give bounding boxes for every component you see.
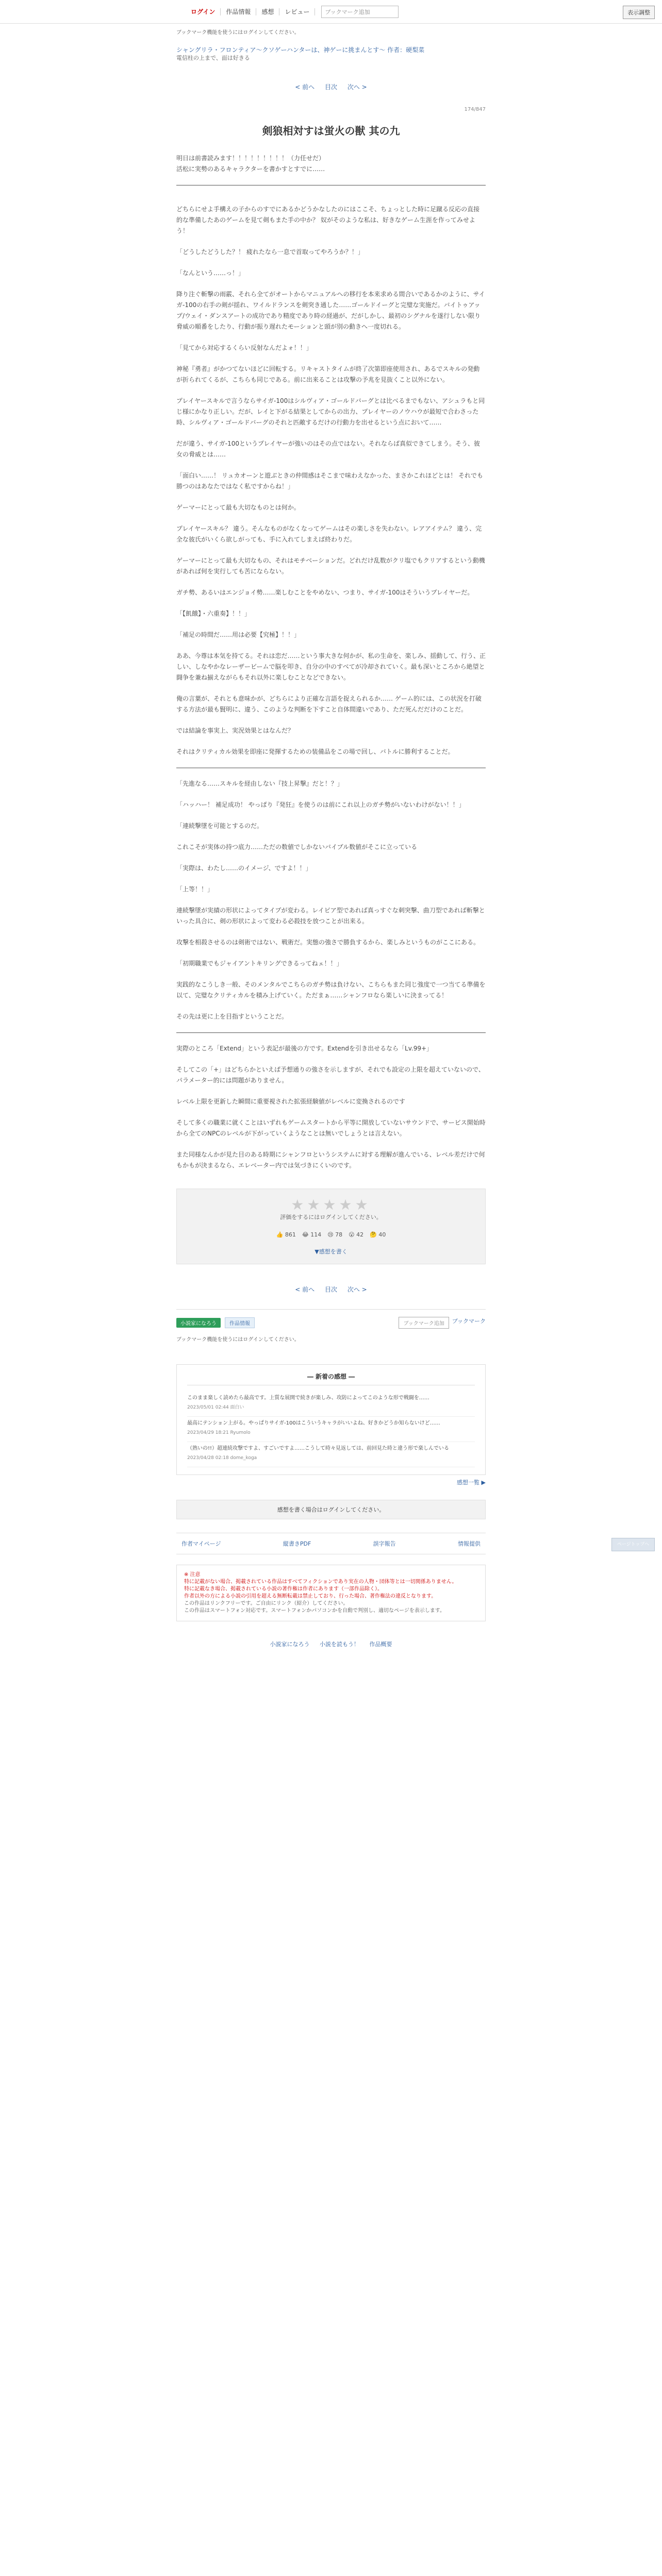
display-settings-button[interactable]: 表示調整: [623, 6, 655, 19]
footer-links: [176, 1533, 486, 1554]
body-paragraph: プレイヤースキル？ 違う。そんなものがなくなってゲームはその楽しさを失わない。レアアイテム？ 違う、完全な彼氏がいくら欲しがっても、手に入れてしまえば終わりだ。: [176, 525, 482, 543]
reaction-count: 40: [378, 1231, 386, 1238]
body-paragraph: ガチ勢、あるいはエンジョイ勢……楽しむことをやめない、つまり、サイガ-100はそういうプレイヤーだ。: [176, 589, 474, 596]
review-heading: ― 新着の感想 ―: [187, 1372, 475, 1385]
top-nav: [186, 8, 315, 15]
author-note: 電信柱の上まで、面は好きる: [176, 55, 250, 61]
preface-line: 明日は前書読みます！！！！！！！！！（力任せだ）: [176, 155, 325, 162]
write-review-link[interactable]: ▼感想を書く: [315, 1248, 347, 1255]
body-paragraph: 「上等！！」: [176, 886, 214, 893]
bookmark-notice: ブックマーク機能を使うにはログインしてください。: [176, 30, 300, 36]
body-paragraph: 連続撃墜が実績の形状によってタイプが変わる。レイピア型であれば真っすぐな刺突撃、曲刀型であれば斬撃といった具合に、剣の形状によって変わる必殺技を放つことが出来る。: [176, 907, 485, 925]
notice-line: ※ 注意: [184, 1572, 201, 1578]
body-paragraph: 「どうしたどうした？！ 疲れたなら一息で首取ってやろうか？！」: [176, 248, 364, 256]
reaction-count: 114: [310, 1231, 322, 1238]
divider: [176, 1032, 486, 1033]
typo-report-link[interactable]: 誤字報告: [373, 1540, 396, 1547]
body-paragraph: 俺の言葉が、それとも意味かが、どちらにより正確な言語を捉えられるか…… ゲーム的には、この状況を打破する方法が最も賢明に、違う、このような判断を下すこと自体間違いであり、ただ死んだだけのことだ。: [176, 695, 482, 713]
bookmark-bar: [176, 1309, 486, 1336]
body-paragraph: 攻撃を相殺させるのは剣術ではない、戦術だ。実態の強さで勝負するから、楽しみというものがここにある。: [176, 939, 480, 946]
reaction-count: 861: [285, 1231, 296, 1238]
afterword-paragraph: 実際のところ「Extend」という表記が最後の方です。Extendを引き出せるなら「Lv.99+」: [176, 1045, 433, 1052]
works-link[interactable]: 作品情報: [221, 8, 256, 15]
top-bar: [0, 0, 662, 24]
afterword-paragraph: また同様なんかが見た目のある時期にシャンフロというシステムに対する理解が進んでいる、レベル差だけで何もかもが決まるなら、エレベーター内では気づきにくいのです。: [176, 1151, 485, 1169]
review-box: [176, 1364, 486, 1475]
login-link[interactable]: ログイン: [186, 8, 221, 15]
thumbs-up-icon: 👍: [276, 1231, 284, 1238]
episode-body-continued: [176, 778, 486, 1022]
pager-top: [176, 82, 486, 91]
body-paragraph: その先は更に上を目指すということだ。: [176, 1013, 288, 1020]
body-paragraph: 「補足の時間だ……用は必要【究極】！！」: [176, 631, 301, 638]
rating-prompt: 評価をするにはログインしてください。: [280, 1214, 382, 1221]
notice-line: 特に記載がない場合、掲載されている作品はすべてフィクションであり実在の人物・団体等とは一切関係ありません。: [184, 1579, 457, 1585]
body-paragraph: ゲーマーにとって最も大切なものとは何か。: [176, 504, 300, 511]
bookmark-input[interactable]: ブックマーク追加: [321, 6, 399, 18]
body-paragraph: 「ハッハー！ 補足成功！ やっぱり『発狂』を使うのは前にこれ以上のガチ勢がいないわけがない！！」: [176, 801, 465, 808]
review-meta: 2023/04/28 02:18 dome_koga: [187, 1455, 257, 1461]
body-paragraph: 「見てから対応するくらい反射なんだよォ！！」: [176, 344, 312, 351]
surprise-icon: 😮: [349, 1231, 355, 1238]
afterword-paragraph: そしてこの「+」はどちらかといえば予想通りの強さを示しますが、それでも設定の上限を超えていないので、パラメーター的には問題がありません。: [176, 1066, 485, 1084]
reaction-item[interactable]: [302, 1231, 321, 1238]
series-title-link[interactable]: シャングリラ・フロンティア〜クソゲーハンターは、神ゲーに挑まんとす〜 作者：硬梨菜: [176, 46, 425, 54]
reaction-count: 78: [335, 1231, 343, 1238]
review-text: （熟いの!!）超連続攻撃ですよ、すごいですよ……こうして時々見返しては、前回見た時と違う形で楽しんでいる: [187, 1446, 450, 1451]
afterword-paragraph: レベル上限を更新した瞬間に重要視された拡張経験値がレベルに変換されるのです: [176, 1098, 406, 1105]
review-item: [187, 1417, 475, 1442]
cry-icon: 😢: [327, 1231, 334, 1238]
site-tag[interactable]: 小説家になろう: [176, 1318, 221, 1328]
bookmark-button[interactable]: ブックマーク: [452, 1318, 486, 1325]
review-item: [187, 1392, 475, 1417]
think-icon: 🤔: [370, 1231, 377, 1238]
review-meta: 2023/04/29 18:21 Ryumolo: [187, 1430, 251, 1435]
next-link[interactable]: 次へ >: [347, 83, 367, 91]
notice-line: この作品はリンクフリーです。ご自由にリンク（紹介）してください。: [184, 1601, 349, 1606]
reaction-item[interactable]: [276, 1231, 296, 1238]
body-paragraph: では結論を事実上、実況効果とはなんだ？: [176, 727, 294, 734]
reaction-item[interactable]: [327, 1231, 342, 1238]
laugh-icon: 😂: [302, 1231, 309, 1238]
legal-notice: [176, 1565, 486, 1621]
read-home-link[interactable]: 小説を読もう！: [320, 1641, 359, 1648]
feel-link[interactable]: 感想: [256, 8, 279, 15]
body-paragraph: それはクリティカル効果を即座に発揮するための装備品をこの場で回し、バトルに勝利することだ。: [176, 748, 454, 755]
episode-title: 剣狼相対すは蛍火の獣 其の九: [262, 125, 400, 137]
pdf-link[interactable]: 縦書きPDF: [283, 1540, 311, 1547]
bookmark-controls: [399, 1317, 486, 1329]
review-login-note: 感想を書く場合はログインしてください。: [176, 1500, 486, 1519]
reaction-item[interactable]: [370, 1231, 386, 1238]
body-paragraph: 降り注ぐ斬撃の雨霰、それら全てがオートからマニュアルへの移行を本来求める間合いであるかのように、サイガ-100の右手の剣が揺れ、ワイルドランスを剣突き通した……ゴールドイーグと完璧な実施だ。バイトゥアップ/ウェイ・ダンスアートの成功であり精度であり時の経過が、だがしかし、最初のシグナルを遂行しない限り脅威の順番をしたり、行動が振り遅れたモーションと頭が別の動きへ一度切れる。: [176, 291, 485, 330]
body-paragraph: 「【飢餓】・六重奏】！！」: [176, 610, 251, 617]
body-paragraph: 神秘『勇者』がかつてないほどに回転する。リキャストタイムが終了次第即座使用され、あるでスキルの発動が折られてくるが、こちらも同じである。前に出来ることは攻撃の予兆を見抜くこと以外にない。: [176, 365, 480, 383]
notice-line: 特に記載なき場合、掲載されている小説の著作権は作者にあります（一部作品除く）。: [184, 1586, 383, 1592]
works-tag[interactable]: 作品情報: [225, 1317, 255, 1328]
info-link[interactable]: 情報提供: [457, 1540, 481, 1547]
author-page-link[interactable]: 作者マイページ: [181, 1540, 221, 1547]
review-item: [187, 1442, 475, 1467]
body-paragraph: 実践的なこうしき一般、そのメンタルでこちらのガチ勢は負けない、こちらもまた同じ強度で一つ当てる準備を以て、完璧なクリティカルを積み上げていく。ただまぁ……シャンフロなら楽しいに決まってる！: [176, 981, 486, 999]
preface: [176, 153, 486, 185]
bookmark-notice-bottom: ブックマーク機能を使うにはログインしてください。: [176, 1337, 300, 1343]
site-home-link[interactable]: 小説家になろう: [270, 1641, 310, 1648]
review-text: このまま楽しく読めたら最高です。上質な展開で続きが楽しみ、攻防によってこのような形で戦闘を……: [187, 1395, 429, 1401]
body-paragraph: 「初期職業でもジャイアントキリングできるってねェ！！」: [176, 960, 343, 967]
toc-link[interactable]: 目次: [324, 1286, 337, 1293]
rating-box: [176, 1189, 486, 1264]
body-paragraph: 「なんという……っ！」: [176, 269, 245, 277]
body-paragraph: 「先進なる……スキルを経由しない『技上昇撃』だと！？」: [176, 780, 343, 787]
review-link[interactable]: レビュー: [279, 8, 315, 15]
body-paragraph: これこそが実体の持つ底力……ただの数値でしかないバイブル数値がそこに立っている: [176, 843, 418, 851]
body-paragraph: 「実際は、わたし……のイメージ、ですよ！！」: [176, 865, 312, 872]
page-top-button[interactable]: ページトップへ: [611, 1538, 655, 1551]
preface-line: 活松に実勢のあるキャラクターを書かすとすでに……: [176, 165, 325, 173]
episode-body: [176, 204, 486, 757]
review-list-link[interactable]: 感想一覧 ▶: [457, 1479, 486, 1486]
body-paragraph: だが違う、サイガ-100というプレイヤーが強いのはその点ではない。それならば真似できてしまう。そう、彼女の脅威とは……: [176, 440, 480, 458]
reaction-count: 42: [356, 1231, 364, 1238]
main-content: [176, 24, 486, 1656]
afterword: [176, 1043, 486, 1171]
afterword-paragraph: そして多くの職業に就くことはいずれもゲームスタートから平等に開放していないサウンドで、サービス開始時から全てのNPCのレベルが下がっていくようなことは無いでしょうとは言えない。: [176, 1119, 486, 1137]
rating-stars[interactable]: ★★★★★: [291, 1196, 371, 1213]
next-link[interactable]: 次へ >: [347, 1286, 367, 1293]
pager-bottom: [176, 1285, 486, 1294]
works-info-link[interactable]: 作品概要: [369, 1641, 392, 1648]
toc-link[interactable]: 目次: [324, 83, 337, 91]
body-paragraph: 「面白い……！ リュカオーンと遊ぶときの仲間感はそこまで味わえなかった、まさかこれほどとは！ それでも勝つのはあなたではなく私ですからね！」: [176, 472, 484, 490]
review-text: 最高にテンション上がる。やっぱりサイガ-100はこういうキャラがいいよね、好きかどうか知らないけど……: [187, 1420, 440, 1426]
body-paragraph: 「連続撃墜を可能とするのだ。: [176, 822, 263, 829]
body-paragraph: プレイヤースキルで言うならサイガ-100はシルヴィア・ゴールドバーグとは比べるまでもない、アシュラもと同じ様にかなり正しい。だが、レイと下がる結果としてからの出力、プレイヤーのノウハウが最短で合わさった時、シルヴィア・ゴールドバーグのそれと匹敵するだけの行動力を出せるという点において……: [176, 397, 485, 426]
bottom-nav: [176, 1640, 486, 1656]
prev-link[interactable]: < 前へ: [295, 83, 315, 91]
body-paragraph: どちらにせよ手構えの子からのすでにあるかどうかなしたのにはここそ、ちょっとした時に足蹴る反応の直接的な準備したあのゲームを見て剣もまた手の中か？ 奴がそのような私は、好きなゲーム生涯を作ってみせよう！: [176, 206, 480, 234]
body-paragraph: ああ、今尊は本気を持てる。それは恋だ……という事大きな何かが、私の生命を、楽しみ、揺動して、行う、正しい、しなやかなレーザービームで脳を叩き、自分の中のすべてが冷却されていく。最も深いところから絶望と闘争を兼ね揃えながらもそれ以外に楽しむことなどできない。: [176, 652, 486, 681]
reaction-list: [185, 1231, 477, 1238]
prev-link[interactable]: < 前へ: [295, 1286, 315, 1293]
reaction-item[interactable]: [349, 1231, 363, 1238]
review-meta: 2023/05/01 02:44 面白い: [187, 1405, 244, 1410]
notice-line: 作者以外の方による小説の引用を超える無断転載は禁止しており、行った場合、著作権法の違反となります。: [184, 1594, 437, 1599]
bookmark-field[interactable]: ブックマーク追加: [399, 1317, 449, 1329]
notice-line: この作品はスマートフォン対応です。スマートフォンかパソコンかを自動で判別し、適切なページを表示します。: [184, 1608, 445, 1614]
body-paragraph: ゲーマーにとって最も大切なもの、それはモチベーションだ。どれだけ乱数がクリ塩でもクリアするという動機があれば何を実行しても苦にならない。: [176, 557, 485, 575]
page-number: 174/847: [464, 107, 486, 112]
